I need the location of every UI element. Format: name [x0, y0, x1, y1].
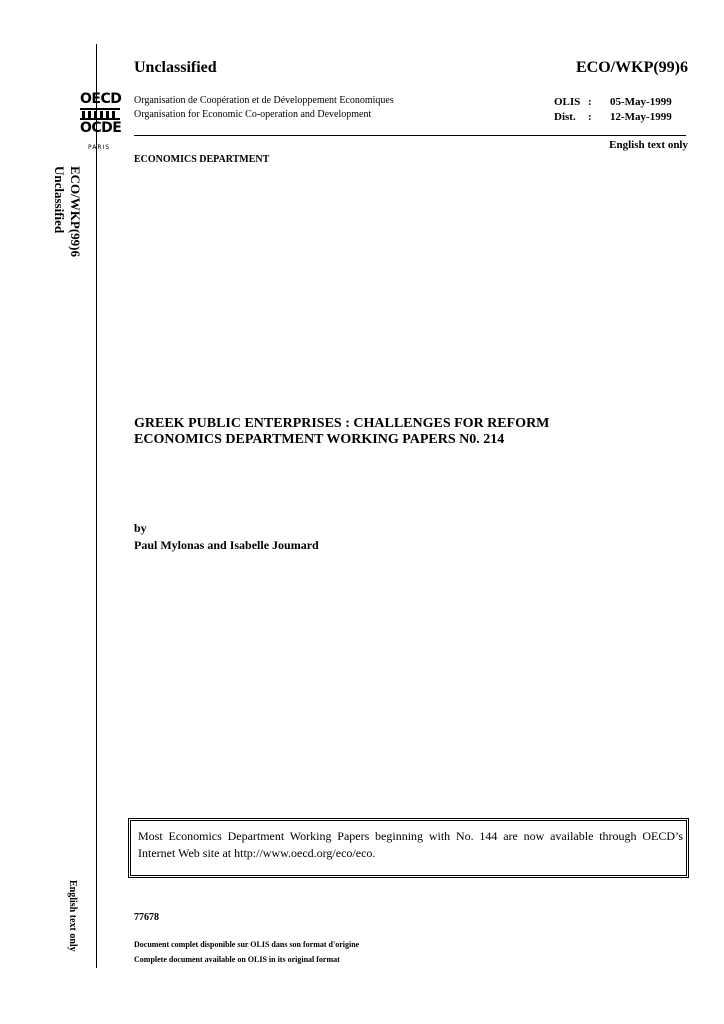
document-number: 77678	[134, 912, 159, 923]
side-classification: Unclassified	[52, 166, 67, 234]
title-line-1: GREEK PUBLIC ENTERPRISES : CHALLENGES FOR REFORM	[134, 416, 550, 431]
classification-heading: Unclassified	[134, 59, 217, 76]
document-reference: ECO/WKP(99)6	[576, 59, 688, 76]
logo-city: PARIS	[88, 144, 111, 151]
logo-top-word: OECD	[80, 91, 122, 107]
authors: Paul Mylonas and Isabelle Joumard	[134, 538, 319, 552]
org-name-english: Organisation for Economic Co-operation and Development	[134, 109, 372, 120]
dist-date: 12-May-1999	[610, 111, 672, 123]
left-margin-rule	[96, 44, 97, 968]
dist-separator: :	[588, 111, 592, 123]
dates-table	[554, 95, 672, 125]
side-reference: ECO/WKP(99)6	[68, 166, 83, 257]
title-line-2: ECONOMICS DEPARTMENT WORKING PAPERS N0. 214	[134, 432, 505, 447]
language-note: English text only	[609, 139, 688, 151]
notice-box	[128, 818, 689, 878]
footer-french-note: Document complet disponible sur OLIS dans son format d'origine	[134, 940, 360, 949]
header-rule	[134, 135, 686, 136]
oecd-logo	[80, 92, 122, 154]
olis-row	[554, 95, 672, 110]
logo-bottom-word: OCDE	[80, 120, 122, 136]
logo-building-icon	[80, 108, 120, 120]
olis-separator: :	[588, 96, 592, 108]
olis-label: OLIS	[554, 96, 581, 108]
side-language: English text only	[67, 880, 78, 952]
notice-text: Most Economics Department Working Papers beginning with No. 144 are now available through OECD’s Internet Web site at http://www.oecd.org/eco/eco.	[138, 829, 683, 860]
footer-english-note: Complete document available on OLIS in its original format	[134, 955, 340, 964]
olis-date: 05-May-1999	[610, 96, 672, 108]
org-name-french: Organisation de Coopération et de Développement Economiques	[134, 95, 394, 106]
dist-label: Dist.	[554, 111, 576, 123]
dist-row	[554, 110, 672, 125]
department-name: ECONOMICS DEPARTMENT	[134, 154, 270, 165]
byline-by: by	[134, 521, 147, 535]
